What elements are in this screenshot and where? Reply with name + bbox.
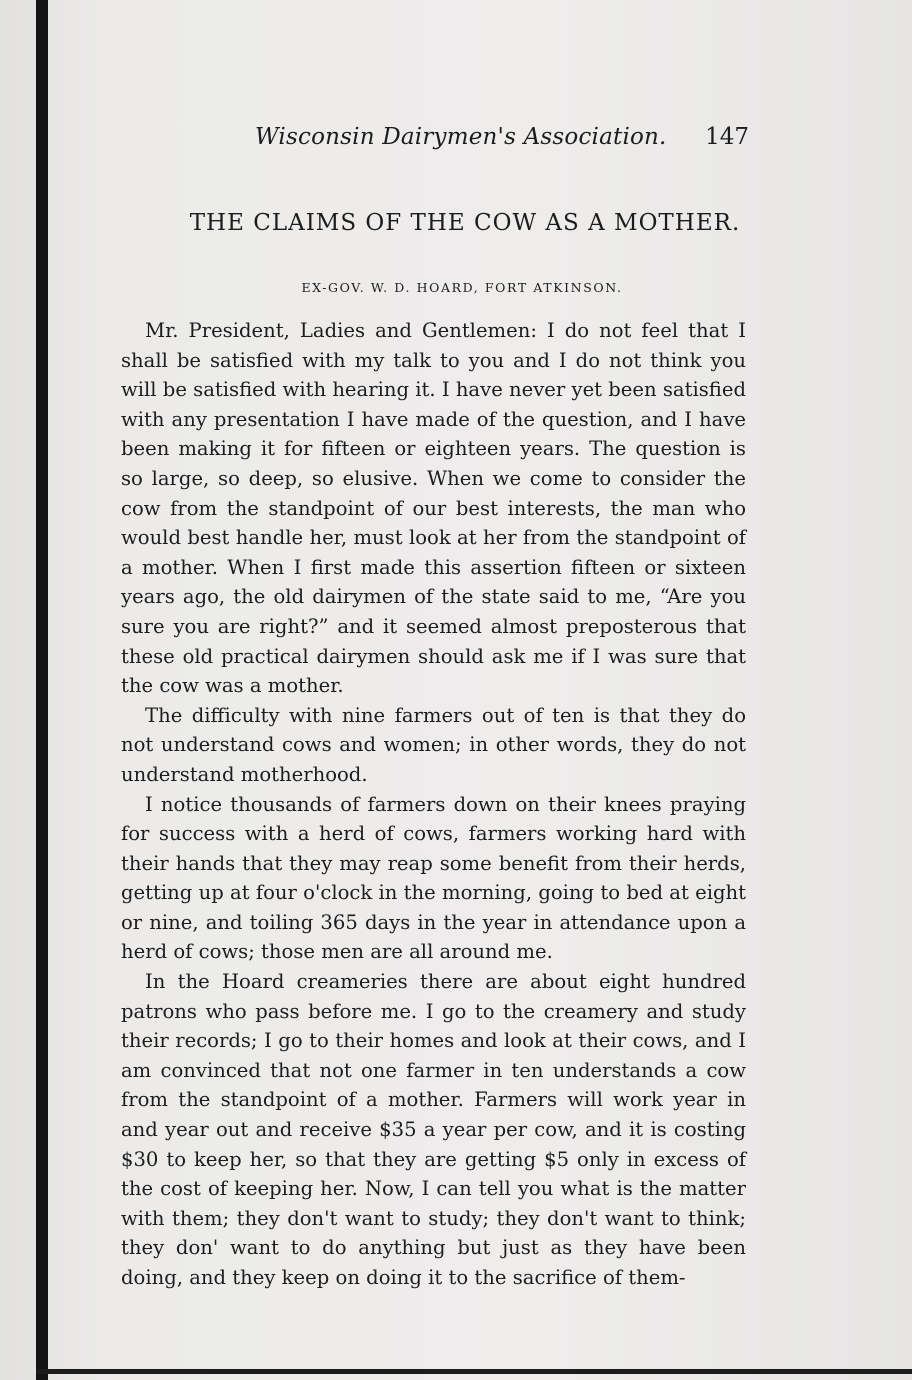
page-bottom-edge [36,1369,912,1374]
article-title: THE CLAIMS OF THE COW AS A MOTHER. [189,210,741,236]
page-number: 147 [705,124,749,150]
paragraph-4: In the Hoard creameries there are about eight hundred patrons who pass before me. I go to the creamery and study their records; I go to their homes and look at their cows, and I am convinced that not one farmer in ten understands a cow from the standpoint of a mother. Farmers will work year in and year out and receive $35 a year per cow, and it is costing $30 to keep her, so that they are getting $5 only in excess of the cost of keeping her. Now, I can tell you what is the matter with them; they don't want to study; they don't want to think; they don' want to do anything but just as they have been doing, and they keep on doing it to the sacrifice of them- [121,970,746,1289]
article-body [121,316,746,1293]
article-byline: EX-GOV. W. D. HOARD, FORT ATKINSON. [301,280,623,295]
paragraph-3: I notice thousands of farmers down on their knees praying for success with a herd of cows, farmers working hard with their hands that they may reap some benefit from their herds, getting up at four o'clock in the morning, going to bed at eight or nine, and toiling 365 days in the year in attendance upon a herd of cows; those men are all around me. [121,792,746,964]
paragraph-1: Mr. President, Ladies and Gentlemen: I do not feel that I shall be satisfied with my talk to you and I do not think you will be satisfied with hearing it. I have never yet been satisfied with any presentation I have made of the question, and I have been making it for fifteen or eighteen years. The question is so large, so deep, so elusive. When we come to consider the cow from the standpoint of our best interests, the man who would best handle her, must look at her from the standpoint of a mother. When I first made this assertion fifteen or sixteen years ago, the old dairymen of the state said to me, “Are you sure you are right?” and it seemed almost preposterous that these old practical dairymen should ask me if I was sure that the cow was a mother. [121,319,746,698]
paragraph-2: The difficulty with nine farmers out of ten is that they do not understand cows and women; in other words, they do not understand motherhood. [121,703,746,786]
binding-edge [36,0,48,1380]
running-title: Wisconsin Dairymen's Association. [255,124,667,150]
page-header [0,124,912,164]
